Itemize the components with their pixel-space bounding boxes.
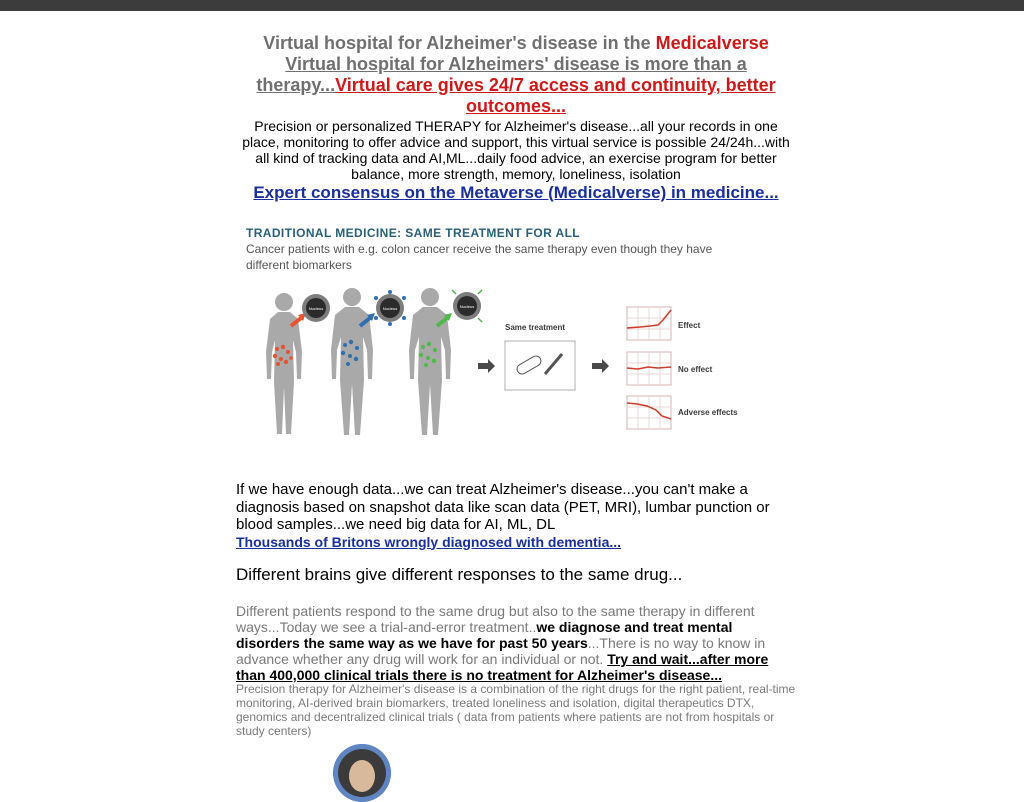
no-way-text: ...There is no way to know in advance whether any drug will work for an individual or not. bbox=[236, 635, 766, 667]
nucleus-label-1: Nucleus bbox=[308, 306, 324, 311]
virtual-hospital-link[interactable]: Virtual hospital for Alzheimers' disease is more than a therapy... bbox=[256, 54, 747, 95]
virtual-care-link[interactable]: Virtual care gives 24/7 access and continuity, better outcomes... bbox=[335, 75, 776, 116]
traditional-medicine-figure bbox=[240, 222, 760, 447]
outcome-label-no-effect: No effect bbox=[678, 365, 713, 374]
page-header bbox=[240, 33, 792, 203]
patient-body-3 bbox=[409, 288, 451, 435]
right-arrow-2 bbox=[592, 359, 609, 373]
nucleus-label-3: Nucleus bbox=[459, 304, 475, 309]
treatment-box bbox=[505, 341, 575, 390]
big-data-paragraph bbox=[236, 481, 801, 551]
title-prefix: Virtual hospital for Alzheimer's disease in the bbox=[263, 33, 656, 53]
trial-error-text: Different patients respond to the same drug but also to the same therapy in different ways...Today we see a trial-and-error treatment.. bbox=[236, 603, 755, 635]
nucleus-label-2: Nucleus bbox=[382, 306, 398, 311]
right-arrow-1 bbox=[478, 359, 495, 373]
outcome-label-adverse: Adverse effects bbox=[678, 408, 738, 417]
different-brains-heading: Different brains give different responses to the same drug... bbox=[236, 565, 683, 584]
figure-subtitle: Cancer patients with e.g. colon cancer receive the same therapy even though they have different biomarkers bbox=[246, 242, 713, 272]
same-treatment-label: Same treatment bbox=[505, 323, 566, 332]
figure-title: TRADITIONAL MEDICINE: SAME TREATMENT FOR ALL bbox=[246, 226, 581, 240]
outcome-chart-effect bbox=[627, 307, 671, 340]
patient-body-1 bbox=[266, 293, 302, 434]
trial-error-paragraph bbox=[236, 603, 796, 683]
diagnose-emphasis: we diagnose and treat mental disorders the same way as we have for past 50 years bbox=[236, 619, 733, 651]
outcome-chart-adverse bbox=[627, 396, 671, 429]
header-description: Precision or personalized THERAPY for Alzheimer's disease...all your records in one place, monitoring to offer advice and support, this virtual service is possible 24/24h...with all kind of tracking data and AI,ML...daily food advice, an exercise program for better balance, more strength, memory, loneliness, isolation bbox=[242, 118, 790, 182]
page-title bbox=[240, 33, 792, 54]
avatar bbox=[333, 744, 391, 802]
figure-illustration bbox=[240, 222, 760, 447]
patient-body-2 bbox=[331, 288, 373, 435]
big-data-text: If we have enough data...we can treat Alzheimer's disease...you can't make a diagnosis based on snapshot data like scan data (PET, MRI), lumbar punction or blood samples...we need big data for AI, ML, DL bbox=[236, 481, 770, 533]
outcome-chart-no-effect bbox=[627, 352, 671, 385]
title-highlight: Medicalverse bbox=[655, 33, 769, 53]
outcome-label-effect: Effect bbox=[678, 321, 701, 330]
subtitle bbox=[240, 54, 792, 117]
clinical-trials-link[interactable]: Try and wait...after more than 400,000 clinical trials there is no treatment for Alzheimer's disease... bbox=[236, 651, 769, 683]
top-bar bbox=[0, 0, 1024, 11]
consensus-link[interactable]: Expert consensus on the Metaverse (Medicalverse) in medicine... bbox=[253, 183, 779, 202]
precision-therapy-paragraph: Precision therapy for Alzheimer's disease is a combination of the right drugs for the right patient, real-time monitoring, AI-derived brain biomarkers, treated loneliness and isolation, digital therapeutics DTX, genomics and decentralized clinical trials ( data from patients where patients are not from hospitals or study centers) bbox=[236, 682, 796, 738]
avatar-illustration bbox=[333, 744, 391, 802]
dementia-link[interactable]: Thousands of Britons wrongly diagnosed with dementia... bbox=[236, 533, 622, 550]
